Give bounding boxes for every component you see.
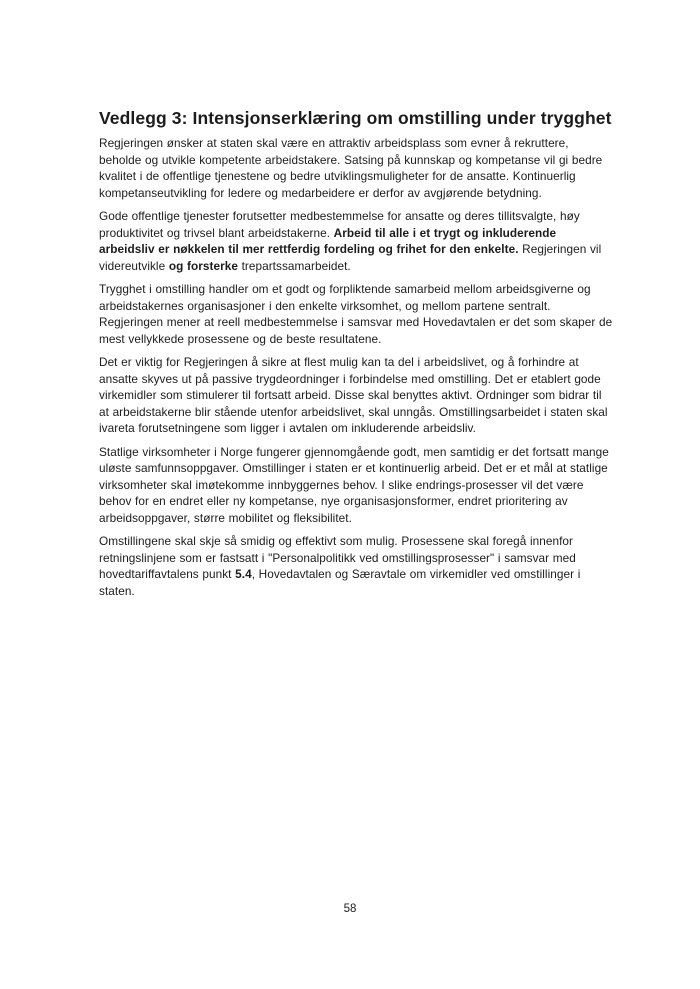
text-run: Omstillingene skal skje så smidig og effektivt som mulig. Prosessene skal foregå innenfor retningslinjene som er fastsatt i "Personalpolitikk ved omstillingsprosesser" i samsvar med hovedtariffavtalens punkt [99,534,576,581]
text-run: , Hovedavtalen og Særavtale om virkemidler ved omstillinger i staten. [99,567,581,598]
document-title: Vedlegg 3: Intensjonserklæring om omstilling under trygghet [99,108,612,128]
text-run: Trygghet i omstilling handler om et godt og forpliktende samarbeid mellom arbeidsgiverne og arbeidstakernes organisasjoner i den enkelte virksomhet, og mellom partene sentralt. Regjeringen mener at reell medbestemmelse i samsvar med Hovedavtalen er det som skaper de mest vellykkede prosessene og de beste resultatene. [99,282,613,346]
paragraph [99,444,613,527]
paragraph [99,533,613,599]
bold-text-run: Arbeid til alle i et trygt og inkluderende arbeidsliv er nøkkelen til mer rettferdig fordeling og frihet for den enkelte. [99,225,557,256]
paragraph [99,354,613,437]
text-run: Statlige virksomheter i Norge fungerer gjennomgående godt, men samtidig er det fortsatt mange uløste samfunnsoppgaver. Omstillinger i staten er et kontinuerlig arbeid. Det er et mål at statlige virksomheter skal imøtekomme innbyggernes behov. I slike endrings-prosesser vil det være behov for en endret eller ny kompetanse, nye organisasjonsformer, endret prioritering av arbeidsoppgaver, større mobilitet og fleksibilitet. [99,444,609,525]
paragraph [99,281,613,347]
text-run: Regjeringen vil videreutvikle [99,242,602,273]
paragraph [99,135,613,201]
text-run: Regjeringen ønsker at staten skal være en attraktiv arbeidsplass som evner å rekruttere, beholde og utvikle kompetente arbeidstakere. Satsing på kunnskap og kompetanse vil gi bedre kvalitet i de offentlige tjenestene og bedre utviklingsmuligheter for de ansatte. Kontinuerlig kompetanseutvikling for ledere og medarbeidere er derfor av avgjørende betydning. [99,136,603,200]
text-run: Det er viktig for Regjeringen å sikre at flest mulig kan ta del i arbeidslivet, og å forhindre at ansatte skyves ut på passive trygdeordninger i forbindelse med omstilling. Det er etablert gode virkemidler som stimulerer til fortsatt arbeid. Disse skal benyttes aktivt. Ordninger som bidrar til at arbeidstakerne blir stående utenfor arbeidslivet, skal unngås. Omstillingsarbeidet i staten skal ivareta forutsetningene som ligger i avtalen om inkluderende arbeidsliv. [99,355,608,435]
page-number: 58 [343,903,357,915]
text-run: Gode offentlige tjenester forutsetter medbestemmelse for ansatte og deres tillitsvalgte, høy produktivitet og trivsel blant arbeidstakerne. [99,209,580,240]
bold-text-run: 5.4 [235,567,252,581]
paragraph [99,208,613,274]
document-body [99,135,613,599]
page-footer [0,902,700,916]
text-run: trepartssamarbeidet. [237,258,351,273]
bold-text-run: og forsterke [168,258,238,273]
